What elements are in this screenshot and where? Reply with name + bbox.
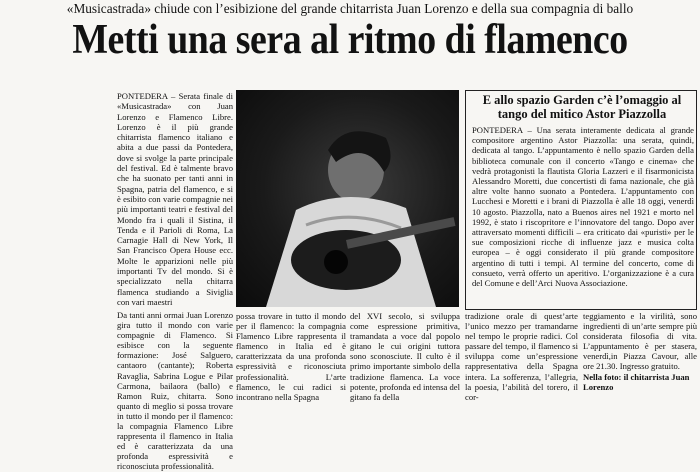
main-article-column-2 <box>236 311 346 400</box>
main-article-column-1: PONTEDERA – Serata finale di «Musicastrada» con Juan Lorenzo e Flamenco Libre. Lorenzo è il più grande chitarrista flamenco italiano e abita a due passi da Pontedera, dove si svolge la parte principale del festival. Ed è talmente bravo che ha suonato per tanti anni in Spagna, patria del flamenco, e si è esibito con varie compagnie nei più importanti teatri e festival del Mondo fra i quali il Sistina, il Tenda e il Parioli di Roma, La Carnagie Hall di New York, Il San Francisco Opera House ecc. Molte le apparizioni nelle più importanti Tv del mondo. Si è specializzato nella chitarra flamenca studiando a Siviglia con vari maestri <box>117 91 233 307</box>
main-article-dateline: PONTEDERA <box>117 91 168 101</box>
main-article-col4-text: tradizione orale di quest’arte l’unico mezzo per tramandarne nel tempo le proprie radici. Col passare del tempo, il flamenco si sviluppa come un’espressione rappresentativa della Spagna intera. La sofferenza, l’allegria, la poesia, l’abilità del torero, il cor- <box>465 311 578 402</box>
main-article-column-1-continued <box>117 310 233 472</box>
main-article-col5-text: teggiamento e la virilità, sono ingredienti di un’arte sempre più considerata filosofia di vita. L’appuntamento è per stasera, venerdì,in Piazza Cavour, alle ore 21.30. Ingresso gratuito. <box>583 311 697 372</box>
main-article-column-3 <box>350 311 460 400</box>
sidebar-body: PONTEDERA – Una serata interamente dedicata al grande compositore argentino Astor Piazzolla: una serata, quindi, dedicata al tango. L’appuntamento è nello spazio Garden della biblioteca comunale con il concerto «Tango e cinema» che vedrà protagonisti la flautista Gloria Lazzeri e il fisarmonicista Alessandro Moretti, due concertisti di fama nazionale, che già altre volte hanno suonato a Pontedera. L’appuntamento con Lucchesi e Moretti e i brani di Piazzolla è alle 18 oggi, venerdì 10 agosto. Piazzolla, nato a Buenos aires nel 1921 e morto nel 1992, è stato i riscopritore e l’innovatore del tango. Dopo aver attraversato momenti difficili – era criticato dai «puristi» per le sue composizioni ricche di influenze jazz e musica colta europea – è oggi considerato il più grande compositore argentino di tutti i tempi. Al termine del concerto, come di consueto, verrà offerto un aperitivo. L’organizzazione è a cura del Comune e dell’Arci Nuova Associazione. <box>472 125 694 289</box>
sidebar-box <box>465 90 697 310</box>
main-article-col3-text: del XVI secolo, si sviluppa come espressione primitiva, tramandata a voce dal popolo gitano le cui origini tuttora sono sconosciute. Il culto è il primo importante simbolo della tradizione flamenca. La voce potente, profonda ed intensa del gitano fa della <box>350 311 461 402</box>
main-article-column-4 <box>465 311 578 400</box>
main-article-col1-cont-text: Da tanti anni ormai Juan Lorenzo gira tutto il mondo con varie compagnie di Flamenco. Si esibisce con la seguente formazione: José Salguero, cantaoro (cantante); Roberta Ravaglia, Sabrina Logue e Pilar Carmona, bailaora (ballo) e Ramon Ruiz, chitarra. Sono quanto di meglio si possa trovare in tutto il mondo per il flamenco: la compagnia Flamenco Libre rappresenta il flamenco in Italia ed è caratterizzata da una profonda espressività e riconosciuta professionalità. <box>117 310 233 472</box>
photo-caption: Nella foto: il chitarrista Juan Lorenzo <box>583 371 690 392</box>
sidebar-body-text: Una serata interamente dedicata al grande compositore argentino Astor Piazzolla: una serata, quindi, dedicata al tango. L’appuntamento è nello spazio Garden della biblioteca comunale con il concerto «Tango e cinema» che vedrà protagonisti la flautista Gloria Lazzeri e il fisarmonicista Alessandro Moretti, due concertisti di fama nazionale, che già altre volte hanno suonato a Pontedera. L’appuntamento con Lucchesi e Moretti e i brani di Piazzolla è alle 18 oggi, venerdì 10 agosto. Piazzolla, nato a Buenos aires nel 1921 e morto nel 1992, è stato i riscopritore e l’innovatore del tango. Dopo aver attraversato momenti difficili – era criticato dai «puristi» per le sue composizioni ricche di influenze jazz e musica colta europea – è oggi considerato il più grande compositore argentino di tutti i tempi. Al termine del concerto, come di consueto, verrà offerto un aperitivo. L’organizzazione è a cura del Comune e dell’Arci Nuova Associazione. <box>472 125 694 289</box>
guitarist-photo <box>236 90 459 307</box>
main-article-col2-text: possa trovare in tutto il mondo per il flamenco: la compagnia Flamenco Libre rappresenta il flamenco in Italia ed è caratterizzata da una profonda espressività e riconosciuta professionalità. L’arte flamenco, le cui radici si incontrano nella Spagna <box>236 311 346 402</box>
guitarist-illustration <box>236 90 459 307</box>
sidebar-dateline: PONTEDERA <box>472 125 523 135</box>
article-headline: Metti una sera al ritmo di flamenco <box>72 17 628 63</box>
main-article-column-5 <box>583 311 697 400</box>
article-kicker: «Musicastrada» chiude con l’esibizione del grande chitarrista Juan Lorenzo e della sua compagnia di ballo <box>66 1 634 16</box>
main-article-col1-text: Serata finale di «Musicastrada» con Juan Lorenzo e Flamenco Libre. Lorenzo è il più grande chitarrista flamenco italiano e abita a due passi da Pontedera, dove si svolge la parte principale del festival. Ed è talmente bravo che ha suonato per tanti anni in Spagna, patria del flamenco, e si è esibito con varie compagnie nei più importanti teatri e festival del Mondo fra i quali il Sistina, il Tenda e il Parioli di Roma, La Carnagie Hall di New York, Il San Francisco Opera House ecc. Molte le apparizioni nelle più importanti Tv del mondo. Si è specializzato nella chitarra flamenca studiando a Siviglia con vari maestri <box>117 91 233 307</box>
sidebar-title: E allo spazio Garden c’è l’omaggio al tango del mitico Astor Piazzolla <box>482 93 682 121</box>
